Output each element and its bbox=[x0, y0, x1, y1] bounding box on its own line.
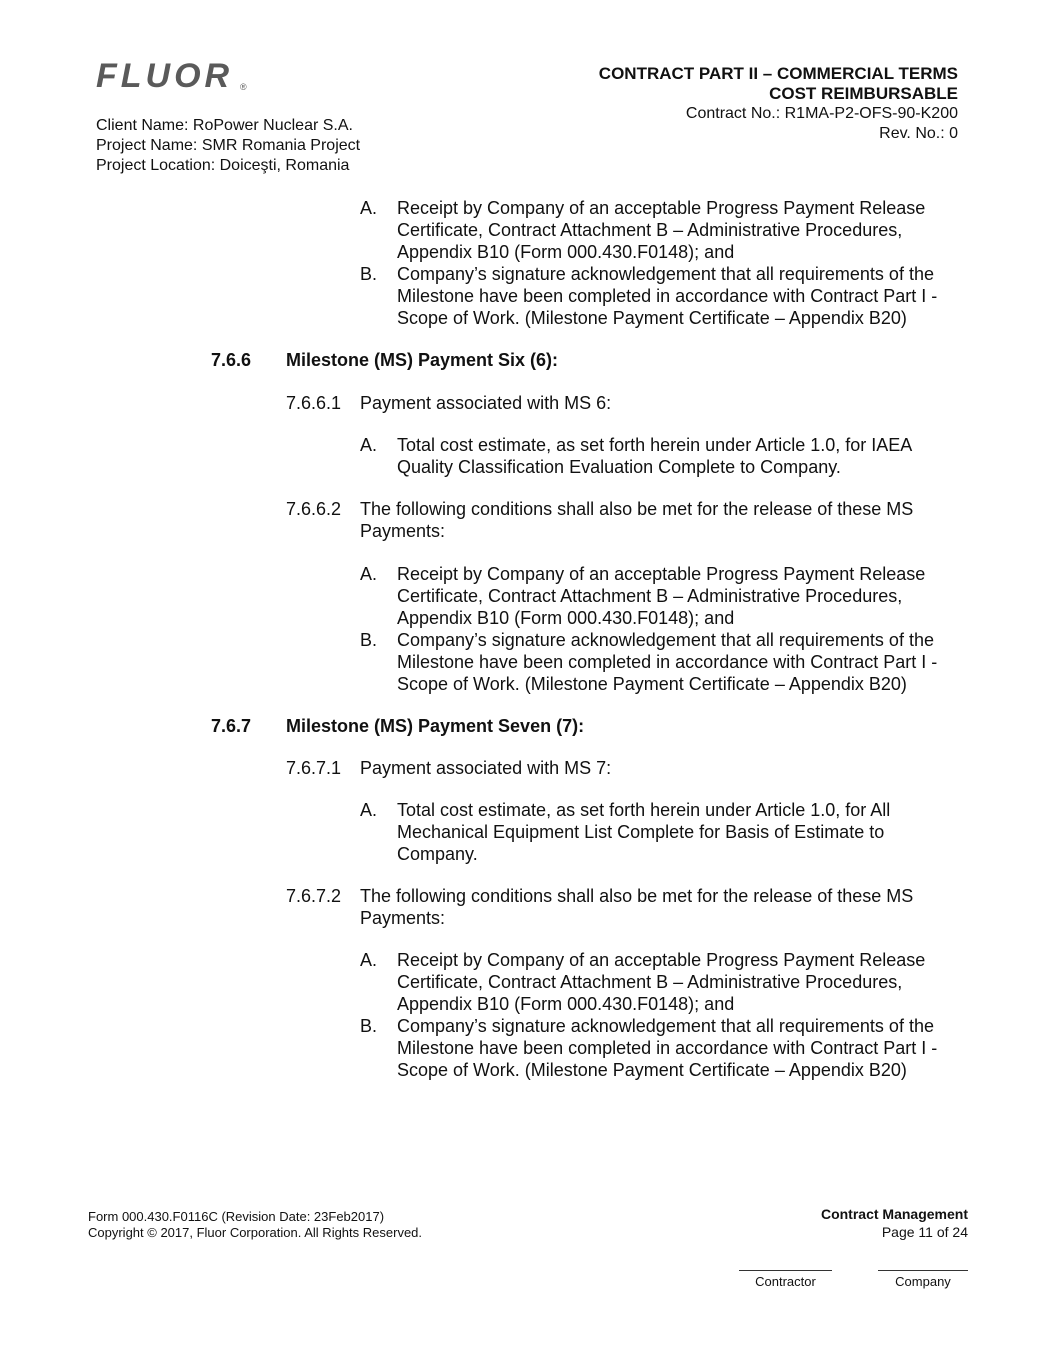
list-label: A. bbox=[360, 800, 378, 820]
list-label: B. bbox=[360, 264, 378, 284]
clause-text: The following conditions shall also be met for the release of these MS bbox=[360, 499, 914, 519]
list-text: Total cost estimate, as set forth herein under Article 1.0, for IAEA bbox=[397, 435, 913, 455]
department: Contract Management bbox=[820, 1206, 968, 1222]
form-number: Form 000.430.F0116C (Revision Date: 23Feb2017) bbox=[88, 1209, 385, 1224]
section-heading: Milestone (MS) Payment Seven (7): bbox=[286, 716, 585, 736]
list-text: Company’s signature acknowledgement that all requirements of the bbox=[397, 630, 934, 650]
list-label: A. bbox=[360, 198, 378, 218]
clause-text: The following conditions shall also be met for the release of these MS bbox=[360, 886, 914, 906]
clause-number: 7.6.6.1 bbox=[286, 393, 342, 413]
list-text: Receipt by Company of an acceptable Progress Payment Release bbox=[397, 564, 926, 584]
list-text: Receipt by Company of an acceptable Progress Payment Release bbox=[397, 950, 926, 970]
clause-text: Payments: bbox=[360, 521, 446, 541]
list-text: Appendix B10 (Form 000.430.F0148); and bbox=[397, 994, 735, 1014]
registered-mark: ® bbox=[240, 82, 247, 92]
signature-line bbox=[878, 1270, 968, 1271]
list-text: Scope of Work. (Milestone Payment Certificate – Appendix B20) bbox=[397, 308, 907, 328]
list-text: Milestone have been completed in accordance with Contract Part I - bbox=[397, 652, 938, 672]
doc-title-line1: CONTRACT PART II – COMMERCIAL TERMS bbox=[598, 64, 958, 83]
list-label: A. bbox=[360, 435, 378, 455]
revision-number: Rev. No.: 0 bbox=[879, 125, 958, 142]
clause-text: Payments: bbox=[360, 908, 446, 928]
list-text: Company’s signature acknowledgement that all requirements of the bbox=[397, 1016, 934, 1036]
contractor-label: Contractor bbox=[755, 1274, 816, 1289]
signature-line bbox=[739, 1270, 832, 1271]
list-text: Mechanical Equipment List Complete for Basis of Estimate to bbox=[397, 822, 885, 842]
page-number: Page 11 of 24 bbox=[881, 1224, 968, 1240]
list-text: Receipt by Company of an acceptable Progress Payment Release bbox=[397, 198, 926, 218]
list-text: Quality Classification Evaluation Complete to Company. bbox=[397, 457, 841, 477]
company-logo: FLUOR bbox=[96, 57, 234, 95]
list-text: Certificate, Contract Attachment B – Administrative Procedures, bbox=[397, 220, 903, 240]
copyright: Copyright © 2017, Fluor Corporation. All Rights Reserved. bbox=[88, 1225, 423, 1240]
list-text: Milestone have been completed in accordance with Contract Part I - bbox=[397, 1038, 938, 1058]
list-text: Scope of Work. (Milestone Payment Certificate – Appendix B20) bbox=[397, 1060, 907, 1080]
list-text: Appendix B10 (Form 000.430.F0148); and bbox=[397, 608, 735, 628]
list-label: B. bbox=[360, 630, 378, 650]
list-label: A. bbox=[360, 950, 378, 970]
section-number: 7.6.6 bbox=[211, 350, 252, 370]
contractor-initials-field bbox=[739, 1270, 832, 1289]
section-number: 7.6.7 bbox=[211, 716, 252, 736]
contract-number: Contract No.: R1MA-P2-OFS-90-K200 bbox=[685, 105, 958, 122]
client-name: Client Name: RoPower Nuclear S.A. bbox=[96, 117, 353, 134]
list-label: A. bbox=[360, 564, 378, 584]
clause-number: 7.6.7.2 bbox=[286, 886, 342, 906]
footer-left bbox=[88, 1209, 422, 1241]
doc-title-line2: COST REIMBURSABLE bbox=[769, 84, 958, 103]
list-text: Total cost estimate, as set forth herein under Article 1.0, for All bbox=[397, 800, 891, 820]
footer-right bbox=[821, 1205, 968, 1241]
list-text: Certificate, Contract Attachment B – Administrative Procedures, bbox=[397, 972, 903, 992]
clause-number: 7.6.6.2 bbox=[286, 499, 342, 519]
list-text: Certificate, Contract Attachment B – Administrative Procedures, bbox=[397, 586, 903, 606]
project-location: Project Location: Doiceşti, Romania bbox=[96, 157, 350, 174]
list-text: Company’s signature acknowledgement that all requirements of the bbox=[397, 264, 934, 284]
company-label: Company bbox=[895, 1274, 951, 1289]
list-text: Company. bbox=[397, 844, 478, 864]
clause-text: Payment associated with MS 6: bbox=[360, 393, 612, 413]
clause-text: Payment associated with MS 7: bbox=[360, 758, 612, 778]
list-label: B. bbox=[360, 1016, 378, 1036]
list-text: Milestone have been completed in accordance with Contract Part I - bbox=[397, 286, 938, 306]
document-header bbox=[599, 64, 958, 144]
company-initials-field bbox=[878, 1270, 968, 1289]
clause-number: 7.6.7.1 bbox=[286, 758, 342, 778]
list-text: Appendix B10 (Form 000.430.F0148); and bbox=[397, 242, 735, 262]
list-text: Scope of Work. (Milestone Payment Certificate – Appendix B20) bbox=[397, 674, 907, 694]
project-name: Project Name: SMR Romania Project bbox=[96, 137, 361, 154]
client-info bbox=[96, 116, 360, 176]
section-heading: Milestone (MS) Payment Six (6): bbox=[286, 350, 559, 370]
